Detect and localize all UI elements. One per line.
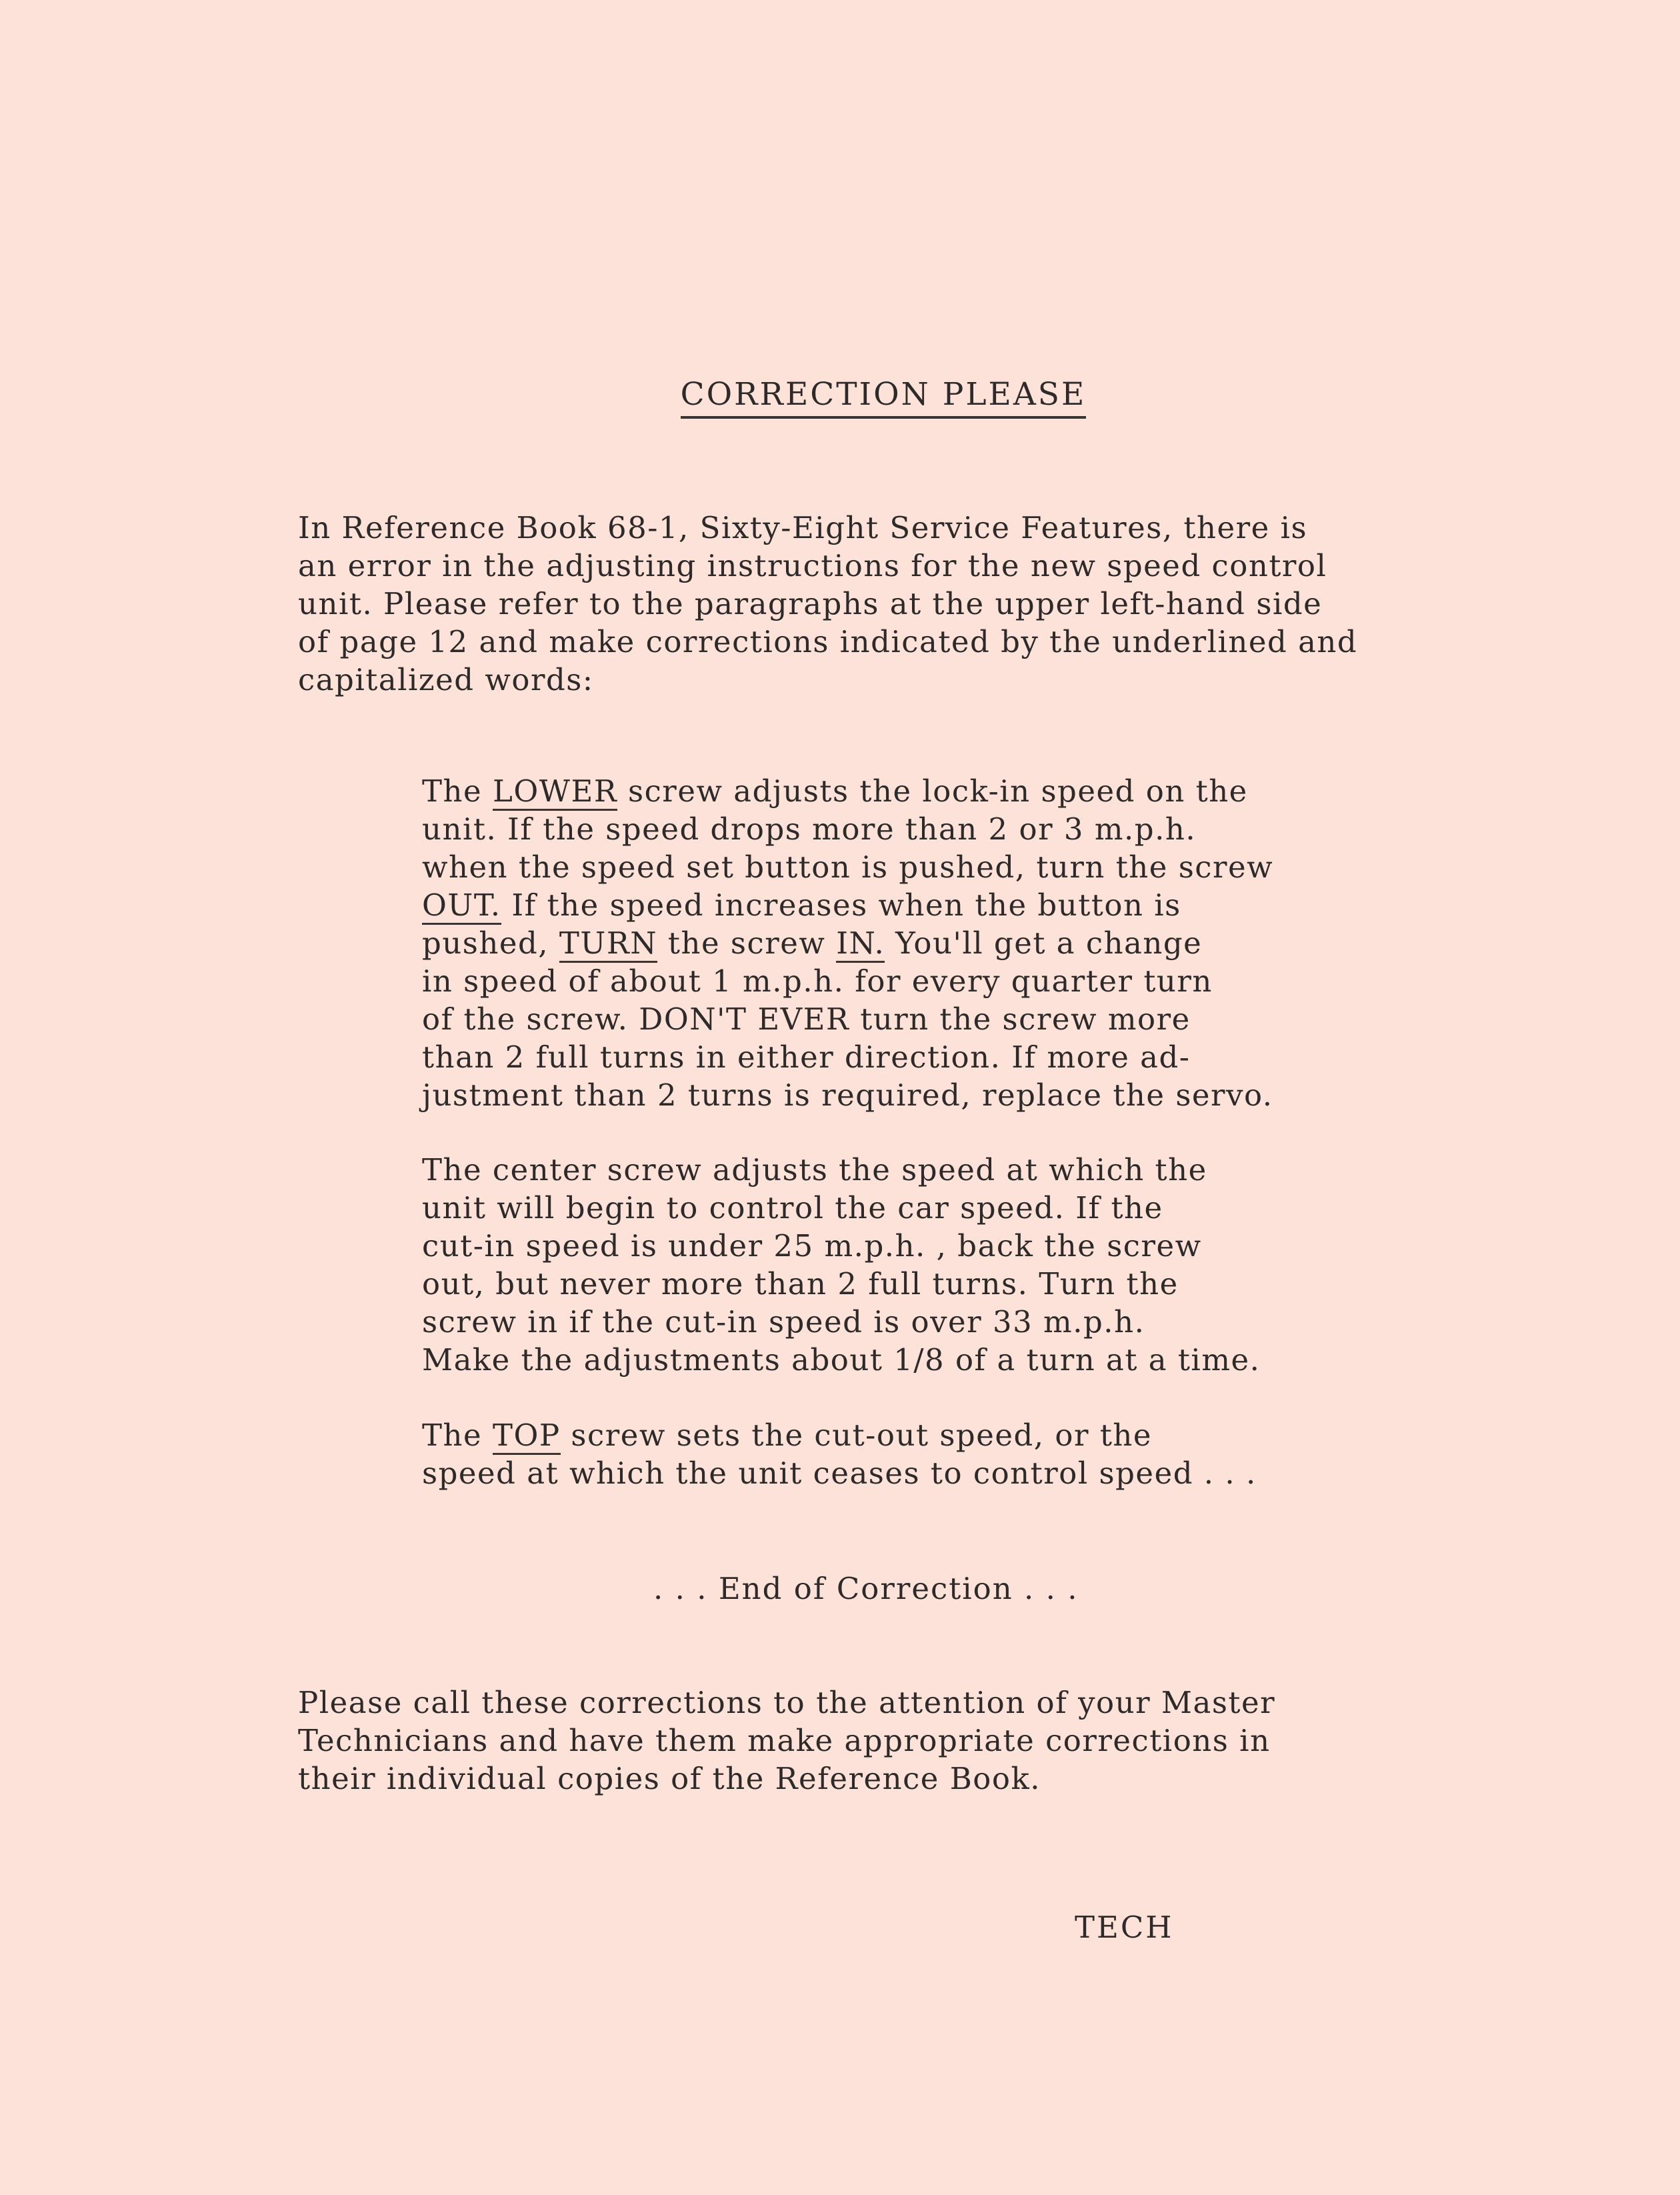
paragraph-line: than 2 full turns in either direction. If more ad-: [422, 1039, 1191, 1075]
text-run: If the speed increases when the button is: [501, 887, 1181, 923]
center-screw-paragraph: [422, 1151, 1260, 1379]
paragraph-line: justment than 2 turns is required, replace the servo.: [422, 1077, 1273, 1113]
closing-line: their individual copies of the Reference Book.: [298, 1761, 1041, 1796]
intro-line: an error in the adjusting instructions for the new speed control: [298, 548, 1327, 583]
closing-line: Technicians and have them make appropriate corrections in: [298, 1723, 1271, 1758]
underlined-word-top: TOP: [493, 1418, 561, 1455]
paragraph-line: screw in if the cut-in speed is over 33 m.p.h.: [422, 1304, 1145, 1340]
paragraph-line: [422, 1416, 1257, 1454]
text-run: The: [422, 773, 493, 809]
text-run: screw adjusts the lock-in speed on the: [617, 773, 1248, 809]
intro-line: of page 12 and make corrections indicated by the underlined and: [298, 624, 1358, 659]
paragraph-line: Make the adjustments about 1/8 of a turn at a time.: [422, 1342, 1261, 1378]
title-text: CORRECTION PLEASE: [681, 375, 1087, 419]
paragraph-line: unit will begin to control the car speed. If the: [422, 1190, 1163, 1226]
lower-screw-paragraph: [422, 772, 1273, 1114]
paragraph-line: [422, 886, 1273, 924]
underlined-word-out: OUT.: [422, 887, 501, 925]
intro-line: capitalized words:: [298, 662, 594, 697]
paragraph-line: of the screw. DON'T EVER turn the screw more: [422, 1001, 1191, 1037]
text-run: The: [422, 1418, 493, 1453]
paragraph-line: in speed of about 1 m.p.h. for every quarter turn: [422, 963, 1213, 999]
paragraph-line: [422, 772, 1273, 810]
underlined-word-lower: LOWER: [493, 773, 617, 811]
paragraph-line: cut-in speed is under 25 m.p.h. , back the screw: [422, 1228, 1202, 1264]
paragraph-line: speed at which the unit ceases to control speed . . .: [422, 1456, 1257, 1491]
intro-line: unit. Please refer to the paragraphs at the upper left-hand side: [298, 586, 1323, 621]
intro-paragraph: [298, 509, 1357, 699]
paragraph-line: The center screw adjusts the speed at which the: [422, 1152, 1207, 1188]
intro-line: In Reference Book 68-1, Sixty-Eight Service Features, there is: [298, 510, 1308, 545]
paragraph-line: when the speed set button is pushed, turn the screw: [422, 849, 1274, 885]
text-run: screw sets the cut-out speed, or the: [560, 1418, 1153, 1453]
top-screw-paragraph: [422, 1416, 1257, 1492]
closing-paragraph: [298, 1684, 1275, 1798]
text-run: the screw: [657, 925, 837, 961]
paragraph-line: out, but never more than 2 full turns. Turn the: [422, 1266, 1179, 1302]
end-of-correction-marker: . . . End of Correction . . .: [653, 1571, 1079, 1606]
closing-line: Please call these corrections to the attention of your Master: [298, 1685, 1276, 1720]
text-run: You'll get a change: [885, 925, 1203, 961]
underlined-word-in: IN.: [836, 925, 885, 963]
paragraph-line: [422, 924, 1273, 962]
underlined-word-turn: TURN: [559, 925, 657, 963]
page-title: [0, 375, 1680, 419]
signature: TECH: [1075, 1910, 1174, 1945]
paragraph-line: unit. If the speed drops more than 2 or 3 m.p.h.: [422, 811, 1197, 847]
text-run: pushed,: [422, 925, 559, 961]
